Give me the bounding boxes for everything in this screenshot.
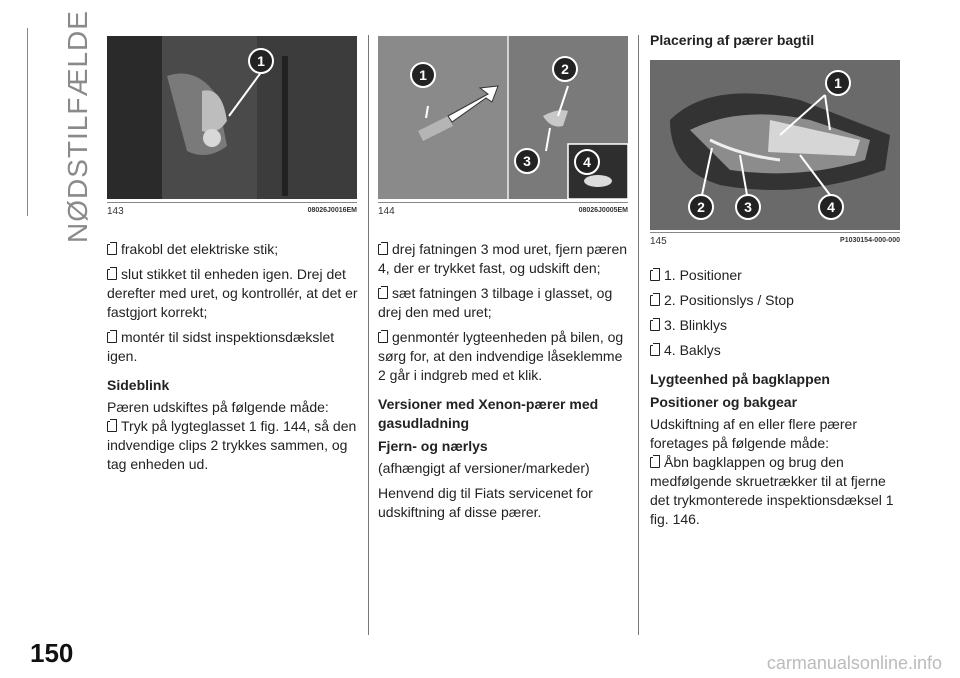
checkbox-bullet-icon bbox=[650, 320, 660, 331]
checkbox-bullet-icon bbox=[650, 295, 660, 306]
figure-143-illustration bbox=[107, 36, 357, 199]
paragraph: (afhængigt af versioner/markeder) bbox=[378, 460, 590, 476]
list-item-text: Åbn bagklappen og brug den medfølgende skruetrækker til at fjerne det trykmonterede inspektionsdæksel 1 fig. 146. bbox=[650, 454, 894, 527]
figure-code: 08026J0005EM bbox=[578, 207, 628, 214]
checkbox-bullet-icon bbox=[650, 345, 660, 356]
paragraph: Pæren udskiftes på følgende måde: bbox=[107, 399, 329, 415]
list-item bbox=[378, 240, 630, 278]
figure-144-caption bbox=[378, 202, 628, 217]
heading-bagklappen: Lygteenhed på bagklappen bbox=[650, 371, 830, 387]
figure-145-caption bbox=[650, 232, 900, 247]
figure-144-callout: 2 bbox=[552, 56, 578, 82]
legend-item bbox=[650, 341, 902, 360]
list-item-text: Tryk på lygteglasset 1 fig. 144, så den indvendige clips 2 trykkes sammen, og tag enheden ud. bbox=[107, 418, 357, 472]
list-item bbox=[107, 417, 359, 474]
checkbox-bullet-icon bbox=[107, 244, 117, 255]
column1-text bbox=[107, 240, 359, 480]
list-item bbox=[107, 265, 359, 322]
paragraph: Henvend dig til Fiats servicenet for udskiftning af disse pærer. bbox=[378, 485, 593, 520]
figure-143-image bbox=[107, 36, 357, 199]
figure-code: P1030154-000-000 bbox=[840, 237, 900, 244]
legend-item-text: 2. Positionslys / Stop bbox=[664, 292, 794, 308]
heading-rear-bulbs: Placering af pærer bagtil bbox=[650, 32, 815, 48]
checkbox-bullet-icon bbox=[378, 288, 388, 299]
figure-number: 144 bbox=[378, 206, 395, 217]
list-item-text: genmontér lygteenheden på bilen, og sørg for, at den indvendige låseklemme 2 går i indgreb med et klik. bbox=[378, 329, 624, 383]
checkbox-bullet-icon bbox=[107, 269, 117, 280]
checkbox-bullet-icon bbox=[650, 270, 660, 281]
checkbox-bullet-icon bbox=[650, 457, 660, 468]
column-divider bbox=[368, 35, 369, 635]
footer-watermark: carmanualsonline.info bbox=[766, 653, 942, 673]
figure-143-caption bbox=[107, 202, 357, 217]
figure-144-image bbox=[378, 36, 628, 199]
legend-item-text: 4. Baklys bbox=[664, 342, 721, 358]
column3-top bbox=[650, 31, 900, 53]
legend-item bbox=[650, 291, 902, 310]
figure-144-callout: 1 bbox=[410, 62, 436, 88]
list-item-text: sæt fatningen 3 tilbage i glasset, og drej den med uret; bbox=[378, 285, 613, 320]
figure-144-callout: 4 bbox=[574, 149, 600, 175]
figure-145-callout: 2 bbox=[688, 194, 714, 220]
legend-item-text: 1. Positioner bbox=[664, 267, 742, 283]
heading-sideblink: Sideblink bbox=[107, 377, 170, 393]
figure-144-callout: 3 bbox=[514, 148, 540, 174]
figure-144-illustration bbox=[378, 36, 628, 199]
checkbox-bullet-icon bbox=[378, 244, 388, 255]
checkbox-bullet-icon bbox=[107, 421, 117, 432]
heading-positioner-bakgear: Positioner og bakgear bbox=[650, 394, 798, 410]
figure-145-image bbox=[650, 60, 900, 230]
heading-xenon: Versioner med Xenon-pærer med gasudladning bbox=[378, 396, 599, 431]
list-item-text: montér til sidst inspektionsdækslet igen. bbox=[107, 329, 335, 364]
checkbox-bullet-icon bbox=[378, 332, 388, 343]
figure-143-callout: 1 bbox=[248, 48, 274, 74]
list-item-text: slut stikket til enheden igen. Drej det derefter med uret, og kontrollér, at det er fastgjort korrekt; bbox=[107, 266, 358, 320]
figure-145-callout: 4 bbox=[818, 194, 844, 220]
figure-number: 145 bbox=[650, 236, 667, 247]
section-title: NØDSTILFÆLDE bbox=[62, 10, 93, 243]
list-item bbox=[378, 284, 630, 322]
figure-145-callout: 1 bbox=[825, 70, 851, 96]
section-side-tab bbox=[0, 10, 93, 243]
paragraph: Udskiftning af en eller flere pærer foretages på følgende måde: bbox=[650, 416, 857, 451]
legend-item bbox=[650, 316, 902, 335]
list-item bbox=[107, 240, 359, 259]
legend-item-text: 3. Blinklys bbox=[664, 317, 728, 333]
column-divider bbox=[638, 35, 639, 635]
page-number: 150 bbox=[30, 638, 74, 668]
column2-text bbox=[378, 240, 630, 528]
list-item bbox=[107, 328, 359, 366]
list-item-text: drej fatningen 3 mod uret, fjern pæren 4, der er trykket fast, og udskift den; bbox=[378, 241, 628, 276]
heading-fjern-naerlys: Fjern- og nærlys bbox=[378, 438, 488, 454]
figure-code: 08026J0016EM bbox=[307, 207, 357, 214]
list-item-text: frakobl det elektriske stik; bbox=[121, 241, 279, 257]
legend-item bbox=[650, 266, 902, 285]
column3-text bbox=[650, 266, 902, 535]
figure-number: 143 bbox=[107, 206, 124, 217]
figure-145-callout: 3 bbox=[735, 194, 761, 220]
side-tab-rule bbox=[27, 28, 28, 216]
list-item bbox=[378, 328, 630, 385]
list-item bbox=[650, 453, 902, 529]
checkbox-bullet-icon bbox=[107, 332, 117, 343]
